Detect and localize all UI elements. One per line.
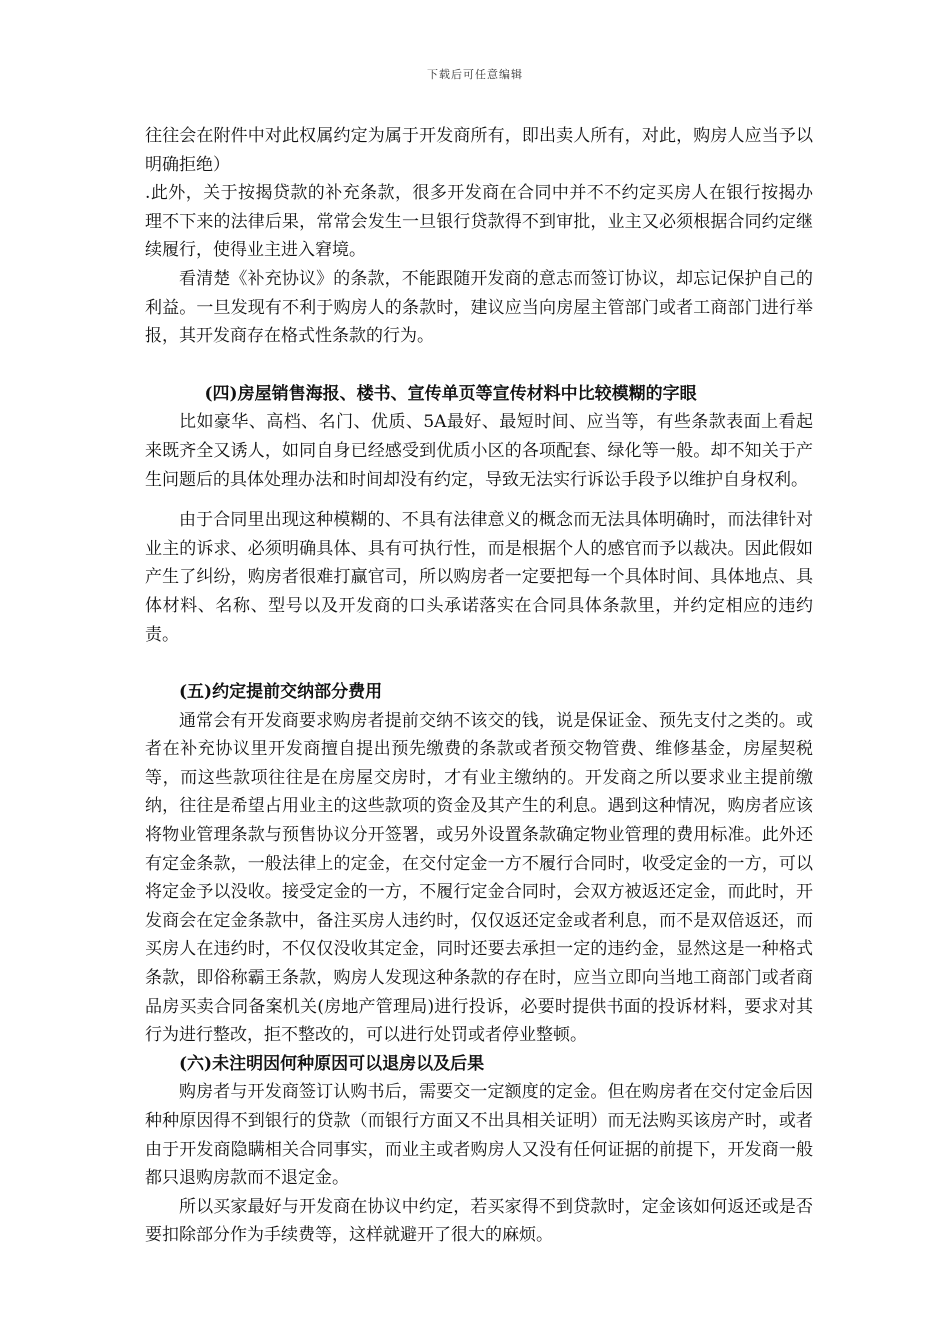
paragraph-2: .此外，关于按揭贷款的补充条款，很多开发商在合同中并不不约定买房人在银行按揭办理不下来的法律后果，常常会发生一旦银行贷款得不到审批，业主又必须根据合同约定继续履行，使得业主进入窘境。 <box>145 183 813 261</box>
paragraph-7: 购房者与开发商签订认购书后，需要交一定额度的定金。但在购房者在交付定金后因种种原因得不到银行的贷款（而银行方面又不出具相关证明）而无法购买该房产时，或者由于开发商隐瞒相关合同事实，而业主或者购房人又没有任何证据的前提下，开发商一般都只退购房款而不退定金。 <box>145 1082 813 1189</box>
page-header: 下载后可任意编辑 <box>427 68 523 81</box>
paragraph-4: 比如豪华、高档、名门、优质、5A最好、最短时间、应当等，有些条款表面上看起来既齐全又诱人，如同自身已经感受到优质小区的各项配套、绿化等一般。却不知关于产生问题后的具体处理办法和时间却没有约定，导致无法实行诉讼手段予以维护自身权利。 <box>145 412 813 490</box>
document-body <box>145 122 813 1250</box>
paragraph-3: 看清楚《补充协议》的条款，不能跟随开发商的意志而签订协议，却忘记保护自己的利益。一旦发现有不利于购房人的条款时，建议应当向房屋主管部门或者工商部门进行举报，其开发商存在格式性条款的行为。 <box>145 268 813 347</box>
section-heading-5: (五)约定提前交纳部分费用 <box>179 682 383 703</box>
section-heading-6: (六)未注明因何种原因可以退房以及后果 <box>179 1053 485 1074</box>
paragraph-5: 由于合同里出现这种模糊的、不具有法律意义的概念而无法具体明确时，而法律针对业主的诉求、必须明确具体、具有可执行性，而是根据个人的感官而予以裁决。因此假如产生了纠纷，购房者很难打赢官司，所以购房者一定要把每一个具体时间、具体地点、具体材料、名称、型号以及开发商的口头承诺落实在合同具体条款里，并约定相应的违约责。 <box>145 510 813 645</box>
section-heading-4: (四)房屋销售海报、楼书、宣传单页等宣传材料中比较模糊的字眼 <box>204 383 697 404</box>
paragraph-1: 往往会在附件中对此权属约定为属于开发商所有，即出卖人所有，对此，购房人应当予以明确拒绝） <box>145 126 813 175</box>
paragraph-6: 通常会有开发商要求购房者提前交纳不该交的钱，说是保证金、预先支付之类的。或者在补充协议里开发商擅自提出预先缴费的条款或者预交物管费、维修基金，房屋契税等，而这些款项往往是在房屋交房时，才有业主缴纳的。开发商之所以要求业主提前缴纳，往往是希望占用业主的这些款项的资金及其产生的利息。遇到这种情况，购房者应该将物业管理条款与预售协议分开签署，或另外设置条款确定物业管理的费用标准。此外还有定金条款，一般法律上的定金，在交付定金一方不履行合同时，收受定金的一方，可以将定金予以没收。接受定金的一方，不履行定金合同时，会双方被返还定金，而此时，开发商会在定金条款中，备注买房人违约时，仅仅返还定金或者利息，而不是双倍返还，而买房人在违约时，不仅仅没收其定金，同时还要去承担一定的违约金，显然这是一种格式条款，即俗称霸王条款，购房人发现这种条款的存在时，应当立即向当地工商部门或者商品房买卖合同备案机关(房地产管理局)进行投诉，必要时提供书面的投诉材料，要求对其行为进行整改，拒不整改的，可以进行处罚或者停业整顿。 <box>145 710 813 1046</box>
paragraph-8: 所以买家最好与开发商在协议中约定，若买家得不到贷款时，定金该如何返还或是否要扣除部分作为手续费等，这样就避开了很大的麻烦。 <box>145 1196 813 1246</box>
